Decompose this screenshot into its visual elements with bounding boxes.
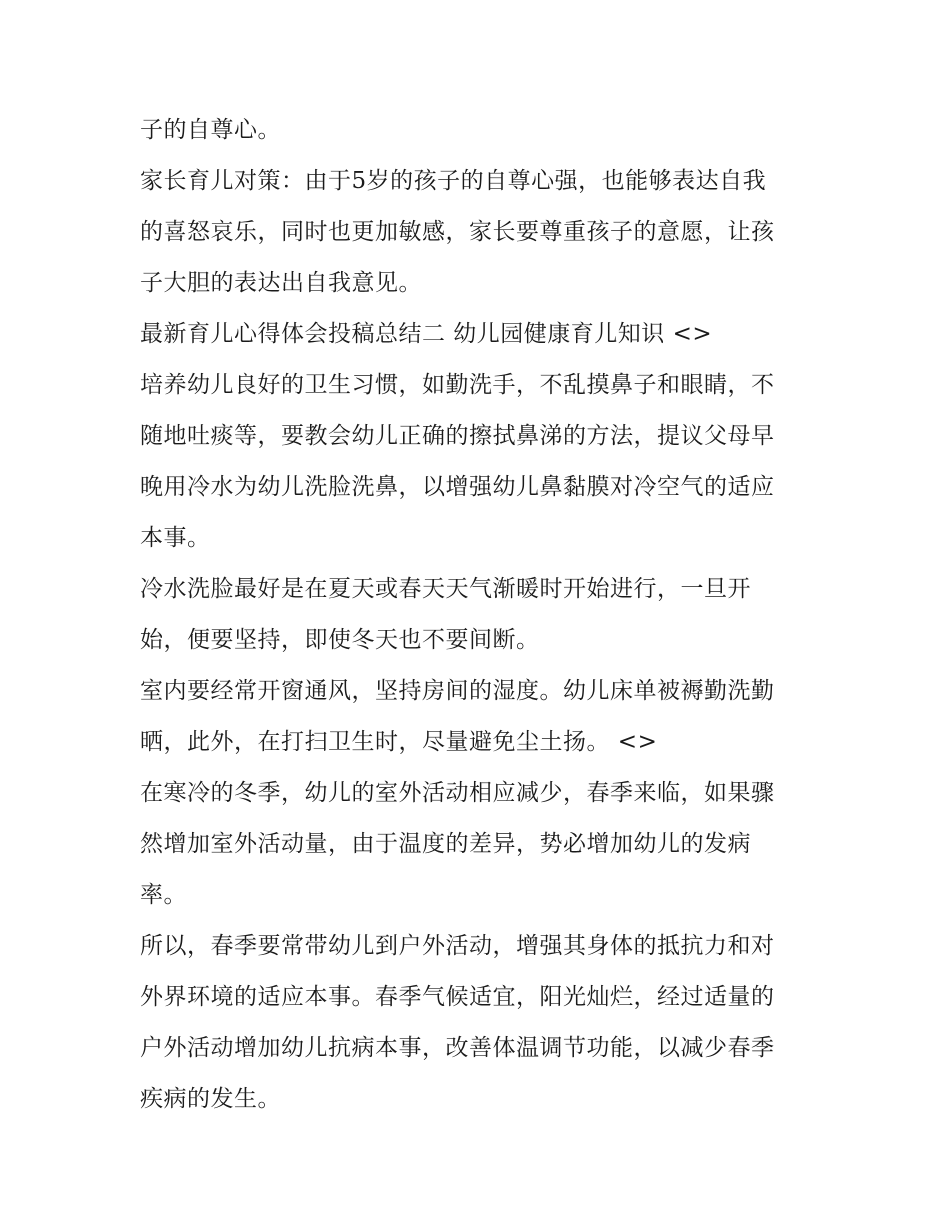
text-line: 家长育儿对策：由于5岁的孩子的自尊心强，也能够表达自我 xyxy=(140,168,767,194)
text-line: 子大胆的表达出自我意见。 xyxy=(140,270,422,296)
text-line: 疾病的发生。 xyxy=(140,1086,281,1112)
text-line: 晚用冷水为幼儿洗脸洗鼻，以增强幼儿鼻黏膜对冷空气的适应 xyxy=(140,474,775,500)
text-line: 随地吐痰等，要教会幼儿正确的擦拭鼻涕的方法，提议父母早 xyxy=(140,423,775,449)
text-line: 室内要经常开窗通风，坚持房间的湿度。幼儿床单被褥勤洗勤 xyxy=(140,678,775,704)
text-line: 本事。 xyxy=(140,525,211,551)
text-line: 户外活动增加幼儿抗病本事，改善体温调节功能，以减少春季 xyxy=(140,1035,775,1061)
text-line: 培养幼儿良好的卫生习惯，如勤洗手，不乱摸鼻子和眼睛，不 xyxy=(140,372,775,398)
text-line: 晒，此外，在打扫卫生时，尽量避免尘土扬。 <> xyxy=(140,729,658,755)
text-line: 子的自尊心。 xyxy=(140,117,281,143)
text-line: 然增加室外活动量，由于温度的差异，势必增加幼儿的发病 xyxy=(140,831,751,857)
text-line: 率。 xyxy=(140,882,187,908)
text-line: 始，便要坚持，即使冬天也不要间断。 xyxy=(140,627,540,653)
text-line: 的喜怒哀乐，同时也更加敏感，家长要尊重孩子的意愿，让孩 xyxy=(140,219,775,245)
text-line: 外界环境的适应本事。春季气候适宜，阳光灿烂，经过适量的 xyxy=(140,984,775,1010)
section-heading: 最新育儿心得体会投稿总结二 幼儿园健康育儿知识 <> xyxy=(140,321,713,347)
document-body xyxy=(140,105,830,1125)
text-line: 在寒冷的冬季，幼儿的室外活动相应减少，春季来临，如果骤 xyxy=(140,780,775,806)
text-line: 冷水洗脸最好是在夏天或春天天气渐暖时开始进行，一旦开 xyxy=(140,576,751,602)
text-line: 所以，春季要常带幼儿到户外活动，增强其身体的抵抗力和对 xyxy=(140,933,775,959)
